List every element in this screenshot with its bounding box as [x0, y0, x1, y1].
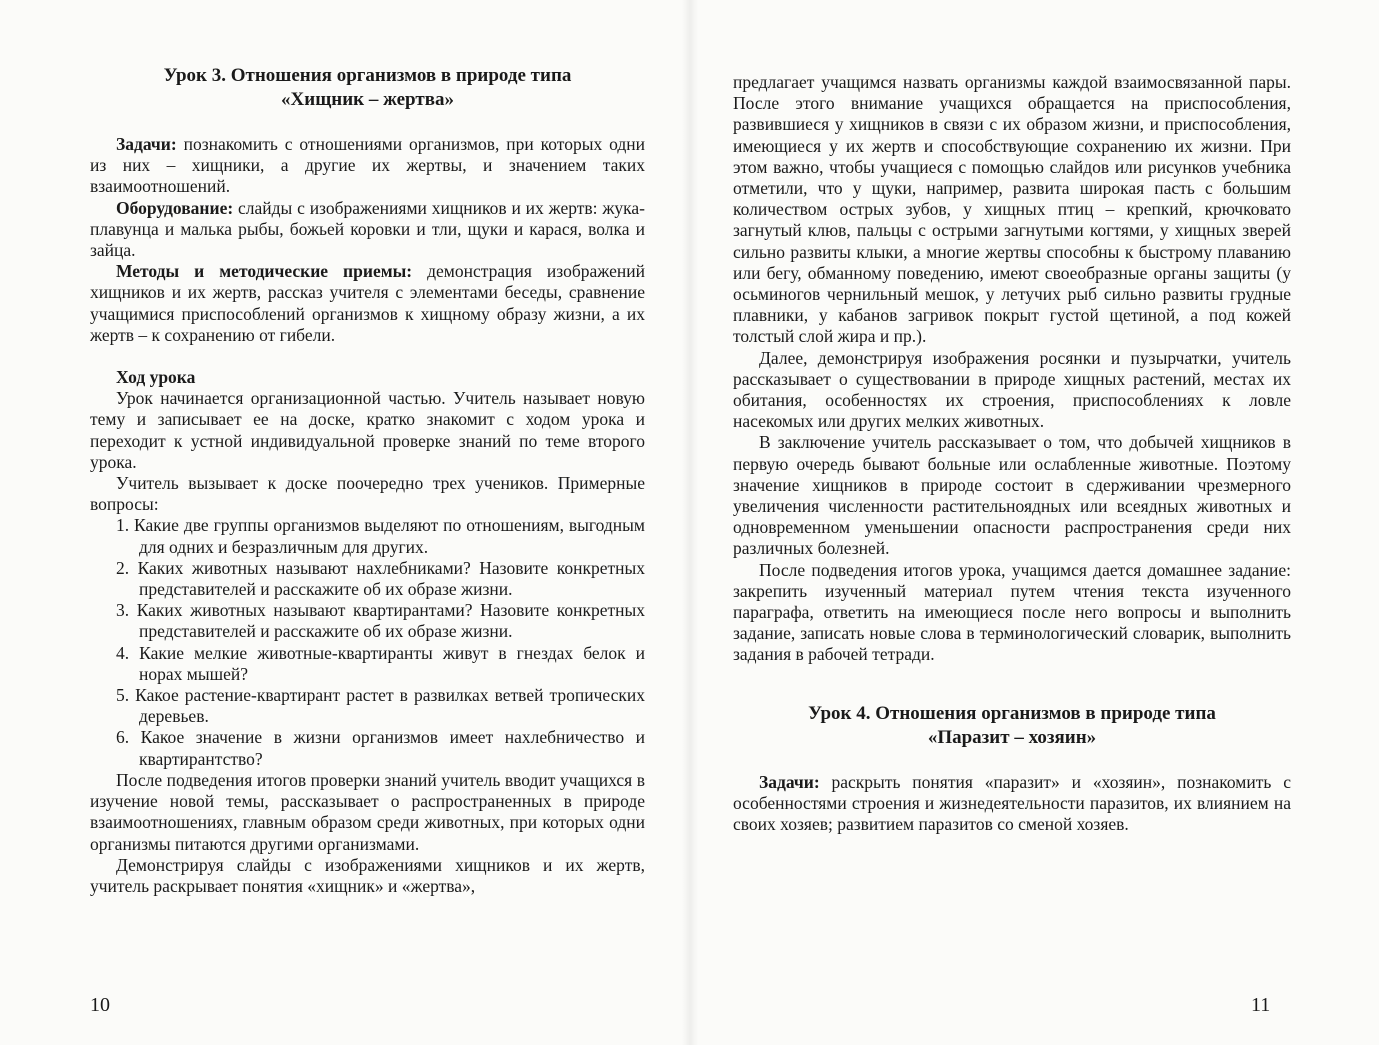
left-page [0, 0, 689, 1045]
questions-list [90, 515, 645, 769]
tasks-label: Задачи: [116, 134, 177, 154]
lesson-3-title [90, 64, 645, 112]
course-paragraph-2: Учитель вызывает к доске поочередно трех учеников. Примерные вопросы: [90, 473, 645, 515]
question-item: 6. Какое значение в жизни организмов имеет нахлебничество и квартирантство? [116, 727, 645, 769]
left-text-column [90, 64, 645, 897]
lesson-4-tasks-text: раскрыть понятия «паразит» и «хозяин», познакомить с особенностями строения и жизнедеятельности паразитов, их влиянием на своих хозяев; развитием паразитов со сменой хозяев. [733, 771, 1291, 835]
continued-paragraph: предлагает учащимся назвать организмы каждой взаимосвязанной пары. После этого внимание учащихся обращается на приспособления, развившиеся у хищников в связи с их образом жизни, и приспособления, имеющиеся у их жертв и способствующие сохранению их жизни. При этом важно, чтобы учащиеся с помощью слайдов или рисунков учебника отметили, что у щуки, например, развита широкая пасть с большим количеством острых зубов, у хищных птиц – крепкий, крючковато загнутый клюв, пальцы с острыми загнутыми когтями, у хищных зверей сильно развиты клыки, а многие жертвы способны к быстрому плаванию или бегу, обманному поведению, имеют своеобразные органы защиты (у осьминогов чернильный мешок, у летучих рыб сильно развиты грудные плавники, у кабанов загривок покрыт густой щетиной, а под кожей толстый слой жира и пр.). [733, 72, 1291, 347]
methods-paragraph [90, 261, 645, 346]
question-item: 1. Какие две группы организмов выделяют по отношениям, выгодным для одних и безразличным для других. [116, 515, 645, 557]
course-paragraph-1: Урок начинается организационной частью. Учитель называет новую тему и записывает ее на доске, кратко знакомит с ходом урока и переходит к устной индивидуальной проверке знаний по теме второго урока. [90, 388, 645, 472]
tasks-text: познакомить с отношениями организмов, при которых одни из них – хищники, а другие их жертвы, и значением таких взаимоотношений. [90, 134, 645, 197]
carnivorous-plants-paragraph: Далее, демонстрируя изображения росянки и пузырчатки, учитель рассказывает о существовании в природе хищных растений, местах их обитания, особенностях их строения, приспособлениях к ловле насекомых или других мелких животных. [733, 347, 1291, 432]
lesson-4-title-line2: «Паразит – хозяин» [927, 726, 1097, 748]
lesson-3-title-line2: «Хищник – жертва» [281, 89, 454, 110]
question-item: 5. Какое растение-квартирант растет в развилках ветвей тропических деревьев. [116, 685, 645, 727]
tasks-paragraph [90, 134, 645, 198]
lesson-4-title-line1: Урок 4. Отношения организмов в природе типа [808, 702, 1216, 724]
lesson-3-title-line1: Урок 3. Отношения организмов в природе типа [163, 65, 572, 86]
lesson-4-tasks-label: Задачи: [759, 771, 820, 792]
question-item: 4. Какие мелкие животные-квартиранты живут в гнездах белок и норах мышей? [116, 642, 645, 684]
question-item: 2. Каких животных называют нахлебниками? Назовите конкретных представителей и расскажите об их образе жизни. [116, 557, 645, 600]
equipment-text: слайды с изображениями хищников и их жертв: жука-плавунца и малька рыбы, божьей коровки и тли, щуки и карася, волка и зайца. [90, 197, 645, 261]
page-number-left: 10 [90, 994, 110, 1016]
equipment-label: Оборудование: [116, 197, 234, 218]
course-paragraph-3: После подведения итогов проверки знаний учитель вводит учащихся в изучение новой темы, рассказывает о распространенных в природе взаимоотношениях, главным образом среди животных, при которых одни организмы питаются другими организмами. [90, 769, 645, 854]
question-item: 3. Каких животных называют квартирантами? Назовите конкретных представителей и расскажите об их образе жизни. [116, 600, 645, 642]
page-number-right: 11 [1251, 994, 1271, 1016]
course-paragraph-4: Демонстрируя слайды с изображениями хищников и их жертв, учитель раскрывает понятия «хищник» и «жертва», [90, 854, 645, 896]
lesson-4-tasks-paragraph [733, 772, 1291, 836]
right-page [689, 0, 1379, 1045]
conclusion-paragraph: В заключение учитель рассказывает о том, что добычей хищников в первую очередь бывают больные или ослабленные животные. Поэтому значение хищников в природе состоит в сдерживании чрезмерного увеличения численности растительноядных или всеядных животных и одновременном уменьшении опасности распространения среди них различных болезней. [733, 432, 1291, 559]
homework-paragraph: После подведения итогов урока, учащимся дается домашнее задание: закрепить изученный материал путем чтения текста изученного параграфа, ответить на имеющиеся после него вопросы и выполнить задание, записать новые слова в терминологический словарик, выполнить задания в рабочей тетради. [733, 559, 1291, 665]
lesson-4-title [733, 702, 1291, 750]
right-text-column [733, 72, 1291, 835]
methods-text: демонстрация изображений хищников и их жертв, рассказ учителя с элементами беседы, сравнение учащимися приспособлений организмов к хищному образу жизни, а их жертв – к сохранению от гибели. [90, 261, 645, 345]
equipment-paragraph [90, 198, 645, 262]
methods-label: Методы и методические приемы: [116, 261, 413, 282]
course-heading: Ход урока [116, 367, 196, 388]
